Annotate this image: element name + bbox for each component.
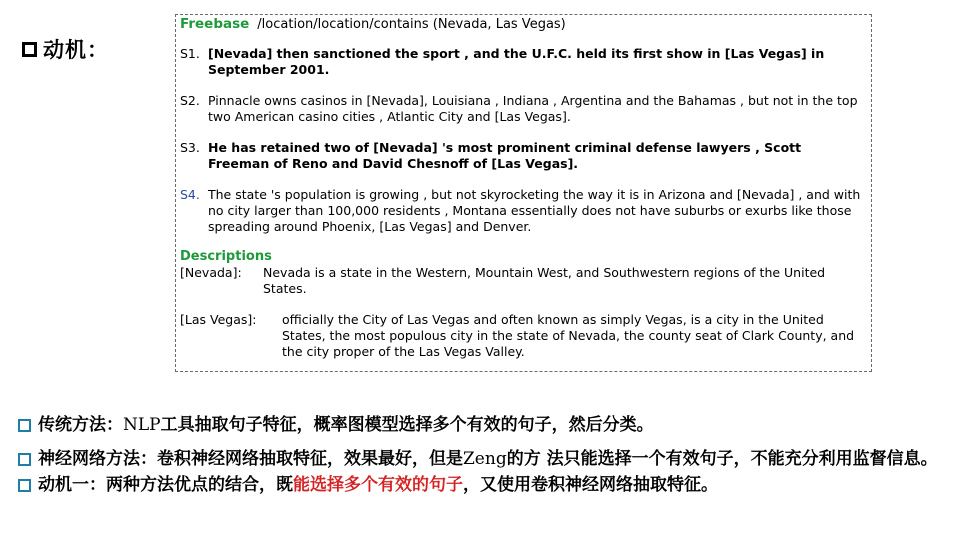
sentence-s2: [180, 93, 865, 125]
sentence-text: The state 's population is growing , but not skyrocketing the way it is in Arizona and [Nevada] , and with no city larger than 100,000 residents , Montana essentially does not have suburbs or exurbs like those spreading around Phoenix, [Las Vegas] and Denver.: [208, 187, 861, 234]
sentence-text: He has retained two of [Nevada] 's most prominent criminal defense lawyers , Scott Freeman of Reno and David Chesnoff of [Las Vegas].: [208, 140, 802, 171]
descriptions-title: Descriptions: [180, 249, 272, 264]
sentence-number: S4.: [180, 187, 200, 202]
freebase-relation-line: [180, 16, 566, 32]
bullet-head: 神经网络方法：: [38, 449, 157, 469]
relation-text: /location/location/contains (Nevada, Las Vegas): [257, 17, 566, 32]
motive-heading: [22, 34, 109, 64]
sentence-s4: [180, 187, 865, 235]
description-text: Nevada is a state in the Western, Mountain West, and Southwestern regions of the United States.: [263, 265, 826, 296]
bullet-highlight: 能选择多个有效的句子: [293, 475, 463, 495]
bullet-neural-method: [18, 448, 958, 470]
sentence-text: [Nevada] then sanctioned the sport , and the U.F.C. held its first show in [Las Vegas] in September 2001.: [208, 46, 825, 77]
sentence-number: S3.: [180, 140, 200, 155]
bullet-latin: Zeng: [463, 449, 507, 469]
bullet-text: 卷积神经网络抽取特征，效果最好，但是: [157, 449, 463, 469]
sentence-s1: [180, 46, 865, 78]
bullet-motivation-one: [18, 474, 958, 496]
sentence-s3: [180, 140, 865, 172]
sentence-number: S1.: [180, 46, 200, 61]
bullet-head: 传统方法：: [38, 415, 123, 435]
freebase-label: Freebase: [180, 16, 250, 32]
bullet-text: 工具抽取句子特征，概率图模型选择多个有效的句子，然后分类。: [160, 415, 654, 435]
sentence-number: S2.: [180, 93, 200, 108]
motive-label: 动机：: [43, 38, 109, 62]
sentence-text: Pinnacle owns casinos in [Nevada], Louisiana , Indiana , Argentina and the Bahamas , but not in the top two American casino cities , Atlantic City and [Las Vegas].: [208, 93, 858, 124]
square-bullet-icon: [18, 419, 31, 432]
bullet-latin: NLP: [123, 415, 161, 435]
example-figure: [175, 14, 872, 372]
square-bullet-icon: [18, 453, 31, 466]
bullet-list: [18, 414, 958, 496]
bullet-text: ，又使用卷积神经网络抽取特征。: [463, 475, 718, 495]
description-text: officially the City of Las Vegas and often known as simply Vegas, is a city in the United States, the most populous city in the state of Nevada, the county seat of Clark County, and the city proper of the Las Vegas Valley.: [282, 312, 855, 359]
bullet-text: 的方 法只能选择一个有效句子，不能充分利用监督信息。: [506, 449, 938, 469]
description-entity: [Nevada]:: [180, 265, 242, 280]
square-bullet-icon: [18, 479, 31, 492]
bullet-text: 两种方法优点的结合，既: [106, 475, 293, 495]
description-nevada: [180, 265, 865, 297]
description-las-vegas: [180, 312, 865, 360]
description-entity: [Las Vegas]:: [180, 312, 257, 327]
bullet-head: 动机一：: [38, 475, 106, 495]
bullet-traditional-method: [18, 414, 958, 436]
square-bullet-icon: [22, 42, 37, 57]
